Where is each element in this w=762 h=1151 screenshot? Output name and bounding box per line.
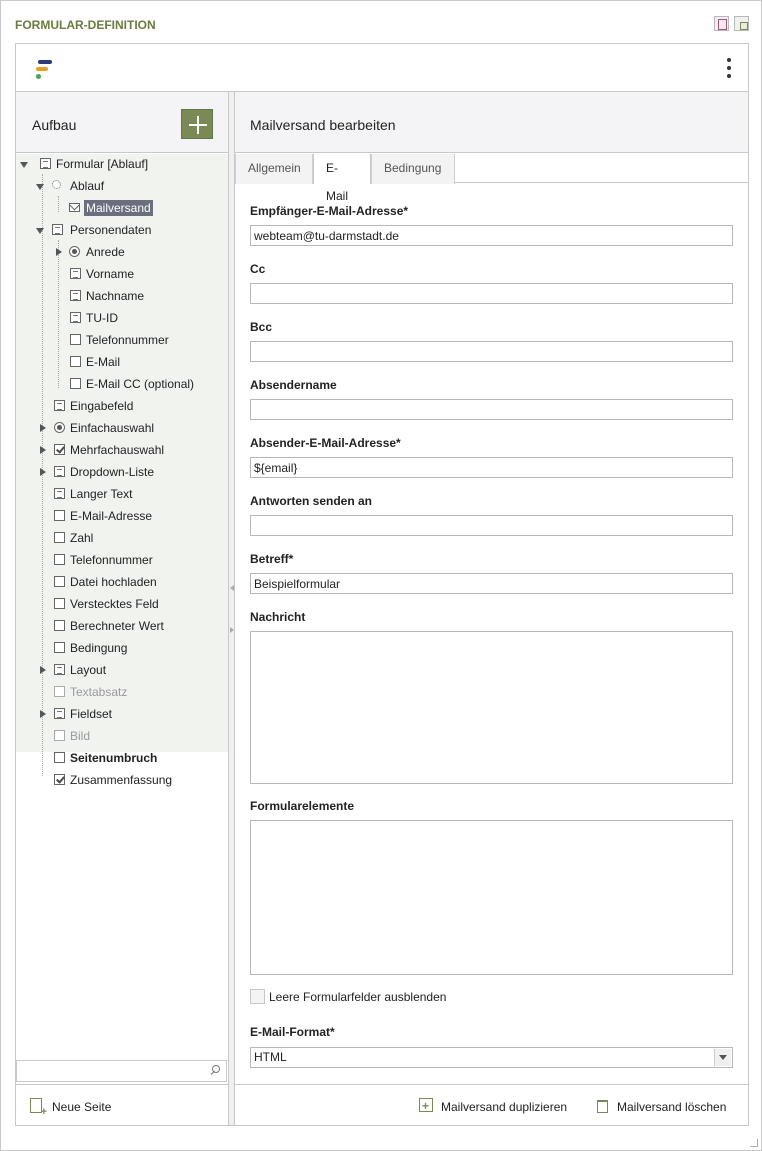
- mail-icon: [69, 203, 80, 212]
- editor-frame: [15, 43, 749, 1126]
- more-options-icon[interactable]: [724, 58, 734, 80]
- collapse-left-icon[interactable]: [230, 585, 234, 591]
- tree-item-einfachauswahl[interactable]: Einfachauswahl: [38, 418, 156, 438]
- textfield-icon: [54, 400, 65, 411]
- resize-grip-icon[interactable]: [750, 1139, 758, 1147]
- title-bar: [9, 9, 753, 39]
- fieldset-icon: [52, 224, 63, 235]
- sender-email-label: Absender-E-Mail-Adresse*: [250, 436, 401, 450]
- number-icon: [54, 532, 65, 543]
- expand-right-icon[interactable]: [230, 627, 234, 633]
- textfield-icon: [70, 290, 81, 301]
- email-icon: [70, 356, 81, 367]
- layout-icon: [54, 664, 65, 675]
- tree-item-bild[interactable]: Bild: [54, 726, 92, 746]
- tab-bar: [235, 154, 748, 203]
- tab-e-mail[interactable]: E-Mail: [313, 154, 371, 184]
- edit-header: [235, 92, 748, 153]
- tree-item-verstecktes-feld[interactable]: Verstecktes Feld: [54, 594, 161, 614]
- cc-field[interactable]: [250, 283, 733, 304]
- tab-allgemein[interactable]: Allgemein: [235, 154, 313, 184]
- fieldset-icon: [54, 708, 65, 719]
- structure-panel: [16, 92, 229, 1125]
- email-format-label: E-Mail-Format*: [250, 1025, 335, 1039]
- gear-icon: [52, 180, 61, 189]
- document-icon[interactable]: [714, 16, 729, 31]
- new-page-label: Neue Seite: [52, 1100, 112, 1114]
- chevron-down-icon[interactable]: [714, 1049, 731, 1066]
- tree-item-e-mail-cc[interactable]: E-Mail CC (optional): [70, 374, 196, 394]
- hide-empty-fields-label: Leere Formularfelder ausblenden: [269, 990, 447, 1004]
- new-page-icon: [30, 1098, 42, 1113]
- trash-icon: [597, 1100, 608, 1113]
- tree-item-zusammenfassung[interactable]: Zusammenfassung: [54, 770, 174, 790]
- email-format-select[interactable]: [250, 1047, 733, 1068]
- image-icon: [54, 730, 65, 741]
- tree-search-input[interactable]: [17, 1061, 197, 1081]
- tree-item-datei-hochladen[interactable]: Datei hochladen: [54, 572, 159, 592]
- edit-panel: [235, 92, 748, 1125]
- edit-footer: [235, 1084, 748, 1127]
- bcc-label: Bcc: [250, 320, 273, 334]
- message-label: Nachricht: [250, 610, 306, 624]
- structure-footer: [16, 1084, 228, 1127]
- hide-empty-fields-checkbox[interactable]: [250, 989, 265, 1004]
- window-title: FORMULAR-DEFINITION: [15, 18, 156, 32]
- reply-to-field[interactable]: [250, 515, 733, 536]
- add-element-button[interactable]: [181, 109, 213, 139]
- message-textarea[interactable]: [250, 631, 733, 784]
- tree-item-telefonnummer[interactable]: Telefonnummer: [70, 330, 171, 350]
- recipient-label: Empfänger-E-Mail-Adresse*: [250, 204, 409, 218]
- tree-item-langer-text[interactable]: Langer Text: [54, 484, 135, 504]
- summary-icon: [54, 774, 65, 785]
- duplicate-icon: [419, 1098, 433, 1112]
- sender-name-label: Absendername: [250, 378, 337, 392]
- tree-item-berechneter-wert[interactable]: Berechneter Wert: [54, 616, 166, 636]
- page-break-icon: [54, 752, 65, 763]
- tree-item-anrede[interactable]: Anrede: [54, 242, 127, 262]
- phone-icon: [54, 554, 65, 565]
- edit-heading: Mailversand bearbeiten: [250, 117, 396, 133]
- toolbar: [16, 44, 748, 92]
- search-icon[interactable]: [210, 1065, 220, 1075]
- sender-name-field[interactable]: [250, 399, 733, 420]
- restore-icon[interactable]: [734, 16, 749, 31]
- tree-item-mailversand[interactable]: Mailversand: [68, 198, 153, 218]
- new-page-button[interactable]: [30, 1098, 111, 1116]
- textfield-icon: [70, 312, 81, 323]
- tree-search: [16, 1060, 227, 1082]
- email-icon: [70, 378, 81, 389]
- duplicate-label: Mailversand duplizieren: [441, 1100, 568, 1114]
- email-format-value: HTML: [254, 1050, 287, 1064]
- tab-bedingung[interactable]: Bedingung: [371, 154, 455, 184]
- radio-icon: [54, 422, 65, 433]
- tree-item-zahl[interactable]: Zahl: [54, 528, 95, 548]
- tree-item-layout[interactable]: Layout: [38, 660, 108, 680]
- tree-item-dropdown-liste[interactable]: Dropdown-Liste: [38, 462, 156, 482]
- tree-item-nachname[interactable]: Nachname: [70, 286, 146, 306]
- textfield-icon: [70, 268, 81, 279]
- tree-item-textabsatz[interactable]: Textabsatz: [54, 682, 129, 702]
- structure-heading: Aufbau: [32, 117, 77, 133]
- dropdown-icon: [54, 466, 65, 477]
- tree-item-fieldset[interactable]: Fieldset: [38, 704, 114, 724]
- email-icon: [54, 510, 65, 521]
- tree-item-e-mail[interactable]: E-Mail: [70, 352, 122, 372]
- form-icon: [40, 158, 51, 169]
- tree-item-seitenumbruch[interactable]: Seitenumbruch: [54, 748, 159, 768]
- bcc-field[interactable]: [250, 341, 733, 362]
- tree-item-formular[interactable]: Formular [Ablauf]: [20, 154, 150, 174]
- upload-icon: [54, 576, 65, 587]
- radio-icon: [69, 246, 80, 257]
- form-elements-label: Formularelemente: [250, 799, 355, 813]
- tree-item-mehrfachauswahl[interactable]: Mehrfachauswahl: [38, 440, 166, 460]
- tree-item-ablauf[interactable]: Ablauf: [36, 176, 106, 196]
- structure-header: [16, 92, 228, 153]
- calculated-icon: [54, 620, 65, 631]
- app-logo-icon: [34, 58, 58, 82]
- sender-email-field[interactable]: [250, 457, 733, 478]
- delete-button[interactable]: [595, 1098, 726, 1116]
- phone-icon: [70, 334, 81, 345]
- tree-item-vorname[interactable]: Vorname: [70, 264, 136, 284]
- delete-label: Mailversand löschen: [617, 1100, 727, 1114]
- condition-icon: [54, 642, 65, 653]
- subject-label: Betreff*: [250, 552, 294, 566]
- duplicate-button[interactable]: [419, 1098, 567, 1116]
- tree-item-e-mail-adresse[interactable]: E-Mail-Adresse: [54, 506, 154, 526]
- form-elements-textarea[interactable]: [250, 820, 733, 975]
- textarea-icon: [54, 488, 65, 499]
- tree-item-eingabefeld[interactable]: Eingabefeld: [54, 396, 135, 416]
- tree-item-telefonnummer-2[interactable]: Telefonnummer: [54, 550, 155, 570]
- tree-item-tu-id[interactable]: TU-ID: [70, 308, 120, 328]
- recipient-field[interactable]: [250, 225, 733, 246]
- subject-field[interactable]: [250, 573, 733, 594]
- checkbox-icon: [54, 444, 65, 455]
- hidden-field-icon: [54, 598, 65, 609]
- tree-item-personendaten[interactable]: Personendaten: [36, 220, 153, 240]
- text-paragraph-icon: [54, 686, 65, 697]
- tree-item-bedingung[interactable]: Bedingung: [54, 638, 129, 658]
- cc-label: Cc: [250, 262, 266, 276]
- reply-to-label: Antworten senden an: [250, 494, 373, 508]
